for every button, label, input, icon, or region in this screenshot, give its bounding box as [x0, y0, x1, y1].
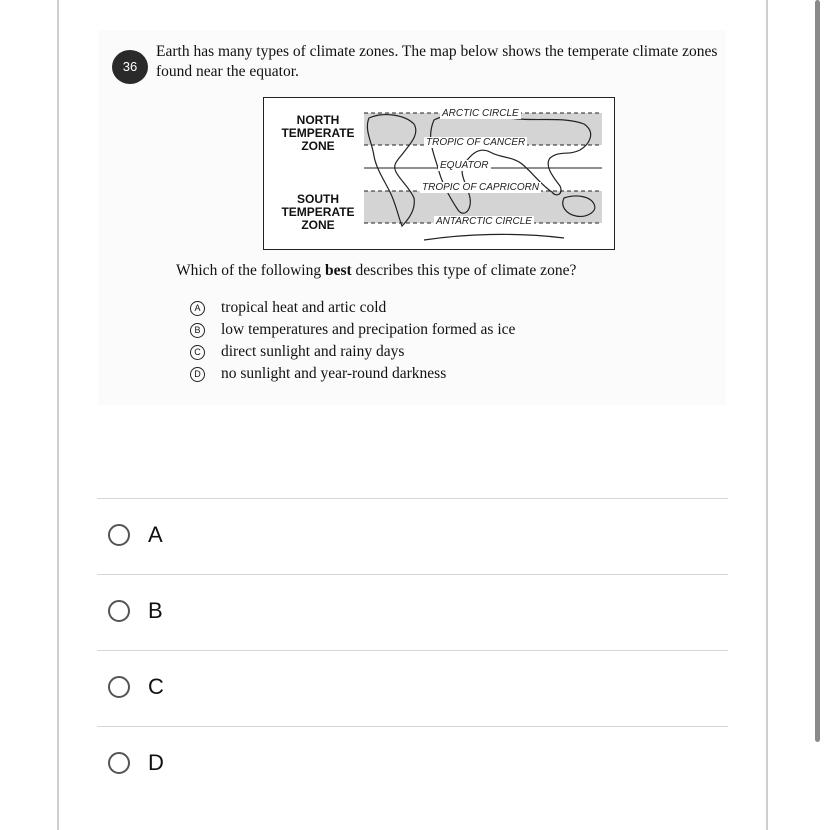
- south-temperate-zone-label: SOUTH TEMPERATE ZONE: [281, 192, 355, 232]
- option-text: no sunlight and year-round darkness: [221, 365, 447, 382]
- option-text: direct sunlight and rainy days: [221, 343, 405, 360]
- antarctica-outline: [424, 234, 564, 240]
- divider: [97, 498, 728, 499]
- antarctic-circle-label: ANTARCTIC CIRCLE: [436, 216, 532, 227]
- option-text: tropical heat and artic cold: [221, 299, 387, 316]
- radio-button[interactable]: [108, 524, 130, 546]
- north-temperate-zone-label: NORTH TEMPERATE ZONE: [281, 113, 355, 153]
- tropic-of-capricorn-label: TROPIC OF CAPRICORN: [422, 182, 540, 193]
- answer-choice-label: D: [148, 750, 164, 775]
- answer-choice-c[interactable]: [108, 673, 408, 703]
- answer-choice-label: B: [148, 598, 163, 623]
- prompt-text-end: describes this type of climate zone?: [351, 262, 577, 279]
- divider: [97, 574, 728, 575]
- tropic-of-cancer-label: TROPIC OF CANCER: [426, 137, 526, 148]
- radio-button[interactable]: [108, 676, 130, 698]
- option-letter-circle: A: [190, 301, 205, 316]
- option-text: low temperatures and precipation formed as ice: [221, 321, 516, 338]
- scrollbar[interactable]: [815, 0, 820, 742]
- climate-zone-map: [263, 97, 615, 250]
- scan-option-d: [190, 365, 670, 387]
- question-prompt: [176, 262, 696, 280]
- radio-button[interactable]: [108, 752, 130, 774]
- radio-button[interactable]: [108, 600, 130, 622]
- answer-choice-label: C: [148, 674, 164, 699]
- equator-label: EQUATOR: [440, 160, 489, 171]
- option-letter-circle: B: [190, 323, 205, 338]
- answer-choice-label: A: [148, 522, 163, 547]
- arctic-circle-label: ARCTIC CIRCLE: [442, 108, 519, 119]
- divider: [97, 726, 728, 727]
- answer-choice-d[interactable]: [108, 749, 408, 779]
- prompt-emphasis: best: [324, 262, 352, 279]
- scan-option-a: [190, 299, 670, 321]
- answer-choice-b[interactable]: [108, 597, 408, 627]
- option-letter-circle: C: [190, 345, 205, 360]
- answer-choice-a[interactable]: [108, 521, 408, 551]
- question-number-badge: 36: [112, 50, 148, 84]
- scan-option-c: [190, 343, 670, 365]
- question-text: Earth has many types of climate zones. The map below shows the temperate climate zones found near the equator.: [156, 43, 718, 80]
- divider: [97, 650, 728, 651]
- option-letter-circle: D: [190, 367, 205, 382]
- scan-option-b: [190, 321, 670, 343]
- prompt-text-start: Which of the following: [176, 262, 325, 279]
